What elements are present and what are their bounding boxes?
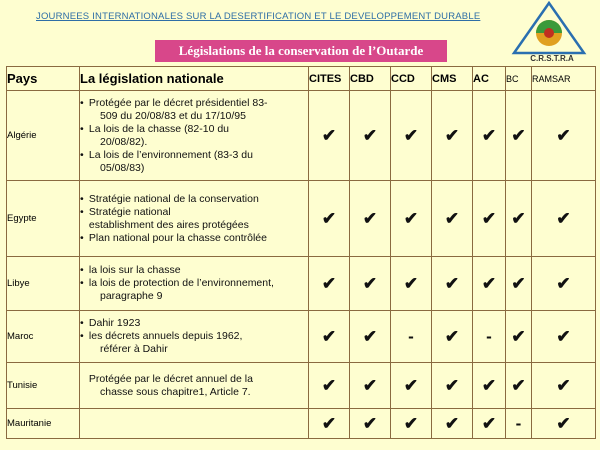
title-banner <box>155 40 447 62</box>
table-row <box>7 181 596 257</box>
table-row <box>7 257 596 311</box>
column-header-pays: Pays <box>7 67 80 91</box>
legislation-text: La lois de la chasse (82-10 du <box>88 122 230 135</box>
bullet-icon: • <box>80 277 84 289</box>
checkmark-icon-bc: ✔ <box>506 257 532 311</box>
legislation-text: Stratégie national <box>88 205 171 218</box>
checkmark-icon-ccd: ✔ <box>391 91 432 181</box>
dash-mark-bc: - <box>506 409 532 439</box>
checkmark-icon-ac: ✔ <box>473 91 506 181</box>
legislation-item <box>80 97 308 123</box>
checkmark-icon-bc: ✔ <box>506 311 532 363</box>
legislation-text: Stratégie national de la conservation <box>88 192 259 205</box>
legislation-text-continued: 509 du 20/08/83 et du 17/10/95 <box>100 109 246 122</box>
legislation-text: les décrets annuels depuis 1962, <box>88 330 243 342</box>
column-header-ccd: CCD <box>391 67 432 91</box>
checkmark-icon-cms: ✔ <box>432 363 473 409</box>
column-header-cms: CMS <box>432 67 473 91</box>
conference-header-link[interactable]: JOURNEES INTERNATIONALES SUR LA DESERTIFICATION ET LE DEVELOPPEMENT DURABLE <box>36 11 481 22</box>
legislation-item <box>80 264 308 277</box>
legislation-text: la lois sur la chasse <box>88 264 181 276</box>
legislation-item <box>80 206 308 219</box>
country-cell: Tunisie <box>7 363 80 409</box>
bullet-icon: • <box>80 231 84 244</box>
checkmark-icon-ac: ✔ <box>473 257 506 311</box>
checkmark-icon-ramsar: ✔ <box>532 363 596 409</box>
checkmark-icon-ramsar: ✔ <box>532 409 596 439</box>
bullet-icon: • <box>80 317 84 329</box>
checkmark-icon-cites: ✔ <box>309 91 350 181</box>
header-row <box>7 67 596 91</box>
checkmark-icon-ramsar: ✔ <box>532 181 596 257</box>
legislation-item <box>80 149 308 175</box>
table-row <box>7 91 596 181</box>
legislation-item <box>80 232 308 245</box>
bullet-icon: • <box>80 264 84 276</box>
bullet-icon: • <box>80 192 84 205</box>
legislation-item <box>80 219 308 232</box>
country-cell: Mauritanie <box>7 409 80 439</box>
legislation-item <box>80 277 308 303</box>
legislation-text: Protégée par le décret annuel de la <box>88 372 253 385</box>
legislation-item <box>80 330 308 356</box>
column-header-cites: CITES <box>309 67 350 91</box>
checkmark-icon-cites: ✔ <box>309 363 350 409</box>
column-header-ramsar: RAMSAR <box>532 67 596 91</box>
legislation-text-continued: chasse sous chapitre1, Article 7. <box>100 385 251 398</box>
legislation-text: Protégée par le décret présidentiel 83- <box>88 96 268 109</box>
checkmark-icon-ccd: ✔ <box>391 181 432 257</box>
column-header-legislation: La législation nationale <box>80 67 309 91</box>
legislation-cell <box>80 257 309 311</box>
bullet-icon: • <box>80 148 84 161</box>
checkmark-icon-cites: ✔ <box>309 311 350 363</box>
legislation-cell <box>80 363 309 409</box>
legislation-text-continued: référer à Dahir <box>100 343 168 355</box>
checkmark-icon-bc: ✔ <box>506 181 532 257</box>
country-cell: Libye <box>7 257 80 311</box>
legislation-table <box>6 66 596 439</box>
checkmark-icon-cms: ✔ <box>432 311 473 363</box>
legislation-item <box>80 317 308 330</box>
legislation-cell <box>80 91 309 181</box>
legislation-text: Dahir 1923 <box>88 317 141 329</box>
dash-mark-ac: - <box>473 311 506 363</box>
checkmark-icon-ccd: ✔ <box>391 363 432 409</box>
checkmark-icon-cms: ✔ <box>432 257 473 311</box>
checkmark-icon-ramsar: ✔ <box>532 311 596 363</box>
bullet-icon: • <box>80 205 84 218</box>
checkmark-icon-ccd: ✔ <box>391 257 432 311</box>
checkmark-icon-cbd: ✔ <box>350 181 391 257</box>
logo-label: C.R.S.T.R.A <box>530 54 574 63</box>
checkmark-icon-cites: ✔ <box>309 409 350 439</box>
column-header-bc: BC <box>506 67 532 91</box>
table-row <box>7 409 596 439</box>
checkmark-icon-ramsar: ✔ <box>532 257 596 311</box>
legislation-text: La lois de l’environnement (83-3 du <box>88 148 253 161</box>
checkmark-icon-cbd: ✔ <box>350 409 391 439</box>
checkmark-icon-cbd: ✔ <box>350 363 391 409</box>
bullet-icon: • <box>80 96 84 109</box>
dash-mark-ccd: - <box>391 311 432 363</box>
checkmark-icon-cites: ✔ <box>309 257 350 311</box>
checkmark-icon-cbd: ✔ <box>350 311 391 363</box>
table-row <box>7 363 596 409</box>
checkmark-icon-cms: ✔ <box>432 409 473 439</box>
checkmark-icon-cms: ✔ <box>432 181 473 257</box>
bullet-icon: • <box>80 122 84 135</box>
column-header-ac: AC <box>473 67 506 91</box>
checkmark-icon-bc: ✔ <box>506 91 532 181</box>
checkmark-icon-cms: ✔ <box>432 91 473 181</box>
legislation-text-continued: 05/08/83) <box>100 161 145 174</box>
column-header-cbd: CBD <box>350 67 391 91</box>
checkmark-icon-cites: ✔ <box>309 181 350 257</box>
country-cell: Maroc <box>7 311 80 363</box>
legislation-text-continued: paragraphe 9 <box>100 290 163 302</box>
legislation-cell <box>80 409 309 439</box>
legislation-text: Plan national pour la chasse contrôlée <box>88 231 267 244</box>
page-title: Législations de la conservation de l’Outarde <box>178 43 424 58</box>
checkmark-icon-cbd: ✔ <box>350 91 391 181</box>
legislation-text: la lois de protection de l’environnement, <box>88 277 274 289</box>
legislation-text-continued: 20/08/82). <box>100 135 148 148</box>
country-cell: Algérie <box>7 91 80 181</box>
legislation-text: establishment des aires protégées <box>88 218 249 231</box>
legislation-item <box>80 373 308 399</box>
checkmark-icon-ramsar: ✔ <box>532 91 596 181</box>
checkmark-icon-ac: ✔ <box>473 363 506 409</box>
checkmark-icon-ac: ✔ <box>473 409 506 439</box>
legislation-item <box>80 123 308 149</box>
country-cell: Egypte <box>7 181 80 257</box>
legislation-item <box>80 193 308 206</box>
bullet-icon: • <box>80 330 84 342</box>
checkmark-icon-bc: ✔ <box>506 363 532 409</box>
checkmark-icon-ac: ✔ <box>473 181 506 257</box>
legislation-cell <box>80 181 309 257</box>
legislation-cell <box>80 311 309 363</box>
table-row <box>7 311 596 363</box>
checkmark-icon-ccd: ✔ <box>391 409 432 439</box>
checkmark-icon-cbd: ✔ <box>350 257 391 311</box>
